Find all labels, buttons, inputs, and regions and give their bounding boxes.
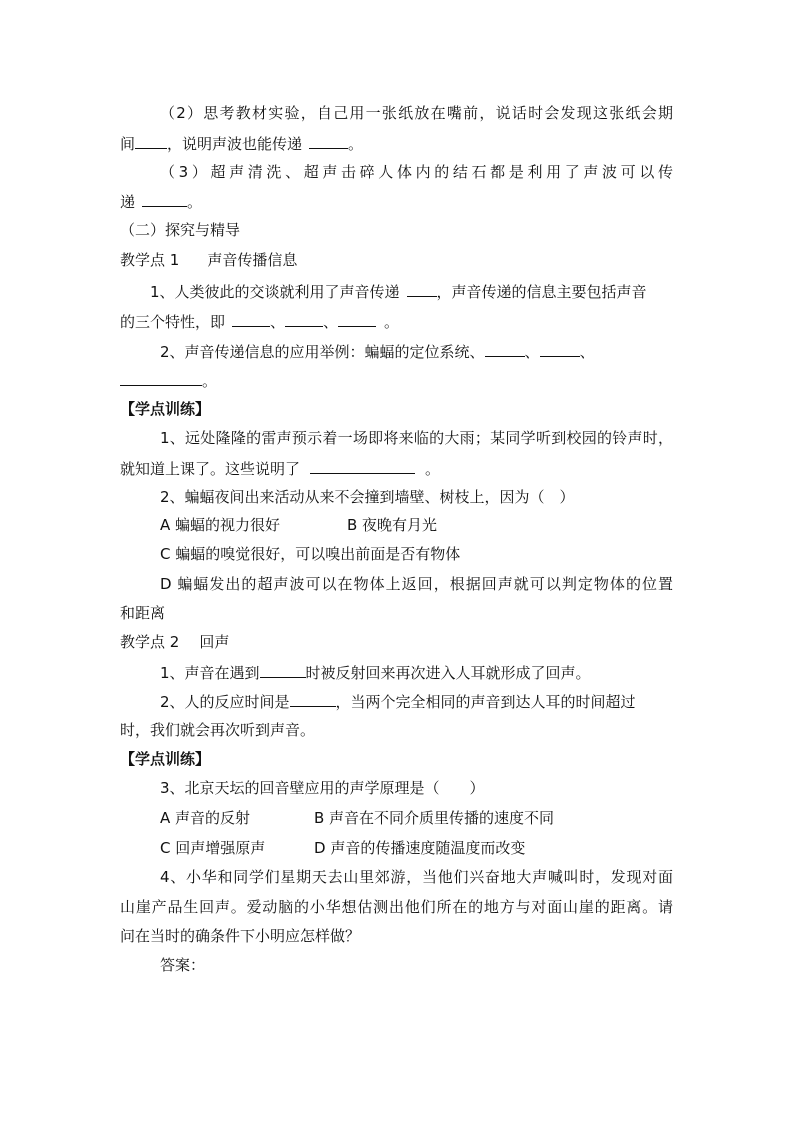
echo-point-2-text: ，当两个完全相同的声音到达人耳的时间超过 [335,693,636,711]
answer-blank[interactable] [310,458,415,474]
answer-blank[interactable] [407,281,437,297]
answer-blank[interactable] [260,662,306,678]
question-3-text: 。 [187,193,203,211]
drill-question-3: 3、北京天坛的回音壁应用的声学原理是（ ） [160,779,485,797]
option-b: B 夜晚有月光 [347,516,438,534]
question-2-line-2 [120,133,363,154]
option-d: D 声音的传播速度随温度而改变 [314,839,526,857]
answer-blank[interactable] [540,341,580,357]
point-1-text: 的三个特性，即 [120,313,226,331]
point-2-line-1 [160,341,595,362]
echo-point-2-line-1 [160,691,636,712]
echo-point-1 [160,662,591,683]
answer-blank[interactable] [290,691,336,707]
question-2-line-1: （2）思考教材实验，自己用一张纸放在嘴前，说话时会发现这张纸会期 [160,104,673,122]
option-d-line-1: D 蝙蝠发出的超声波可以在物体上返回，根据回声就可以判定物体的位置 [160,575,673,593]
answer-blank[interactable] [232,311,270,327]
question-2-text: 间 [120,135,136,153]
point-1-text: 1、人类彼此的交谈就利用了声音传递 [150,283,400,301]
point-2-text: 2、声音传递信息的应用举例：蝙蝠的定位系统、 [160,343,485,361]
point-1-line-2 [120,311,399,332]
answer-blank[interactable] [135,133,167,149]
separator: 、 [323,313,339,331]
teaching-point-2-heading [120,632,229,652]
point-2-text: 。 [202,372,218,390]
option-a: A 蝙蝠的视力很好 [160,516,281,534]
point-1-text: ，声音传递的信息主要包括声音 [436,283,647,301]
echo-point-1-text: 1、声音在遇到 [160,664,260,682]
drill-question-4-line-2: 山崖产品生回声。爱动脑的小华想估测出他们所在的地方与对面山崖的距离。请 [120,898,673,916]
option-d-line-2: 和距离 [120,604,166,622]
teaching-point-title: 声音传播信息 [207,251,298,269]
section-heading: （二）探究与精导 [120,221,241,239]
drill-question-2: 2、蝙蝠夜间出来活动从来不会撞到墙壁、树枝上，因为（ ） [160,488,575,506]
answer-blank[interactable] [142,191,187,207]
answer-label: 答案： [160,956,206,974]
drill-heading: 【学点训练】 [120,750,211,768]
echo-point-2-line-2: 时，我们就会再次听到声音。 [120,721,316,739]
echo-point-2-text: 2、人的反应时间是 [160,693,290,711]
teaching-point-label: 教学点 1 [120,251,180,269]
drill-question-4-line-3: 问在当时的确条件下小明应怎样做？ [120,927,361,945]
drill-question-1-line-1: 1、远处隆隆的雷声预示着一场即将来临的大雨；某同学听到校园的铃声时， [160,429,673,447]
option-c: C 回声增强原声 [160,839,266,857]
option-b: B 声音在不同介质里传播的速度不同 [314,809,555,827]
answer-blank[interactable] [485,341,525,357]
option-c: C 蝙蝠的嗅觉很好，可以嗅出前面是否有物体 [160,545,461,563]
answer-blank[interactable] [338,311,376,327]
point-1-text: 。 [384,313,400,331]
point-2-line-2 [120,370,217,391]
separator: 、 [579,343,595,361]
answer-blank[interactable] [120,370,202,386]
question-3-line-1: （3）超声清洗、超声击碎人体内的结石都是利用了声波可以传 [160,163,673,181]
drill-question-1-text: 就知道上课了。这些说明了 [120,460,301,478]
drill-question-1-text: 。 [425,460,441,478]
answer-blank[interactable] [285,311,323,327]
separator: 、 [270,313,286,331]
teaching-point-title: 回声 [199,633,230,651]
question-3-line-2 [120,191,202,212]
question-3-text: 递 [120,193,136,211]
separator: 、 [524,343,540,361]
echo-point-1-text: 时被反射回来再次进入人耳就形成了回声。 [305,664,591,682]
question-2-text: ，说明声波也能传递 [167,135,303,153]
point-1-line-1 [150,281,647,302]
question-2-text: 。 [348,135,364,153]
option-a: A 声音的反射 [160,809,251,827]
drill-heading: 【学点训练】 [120,400,211,418]
drill-question-1-line-2 [120,458,440,479]
answer-blank[interactable] [309,133,348,149]
teaching-point-1-heading [120,250,297,270]
drill-question-4-line-1: 4、小华和同学们星期天去山里郊游，当他们兴奋地大声喊叫时，发现对面 [160,868,673,886]
teaching-point-label: 教学点 2 [120,633,180,651]
